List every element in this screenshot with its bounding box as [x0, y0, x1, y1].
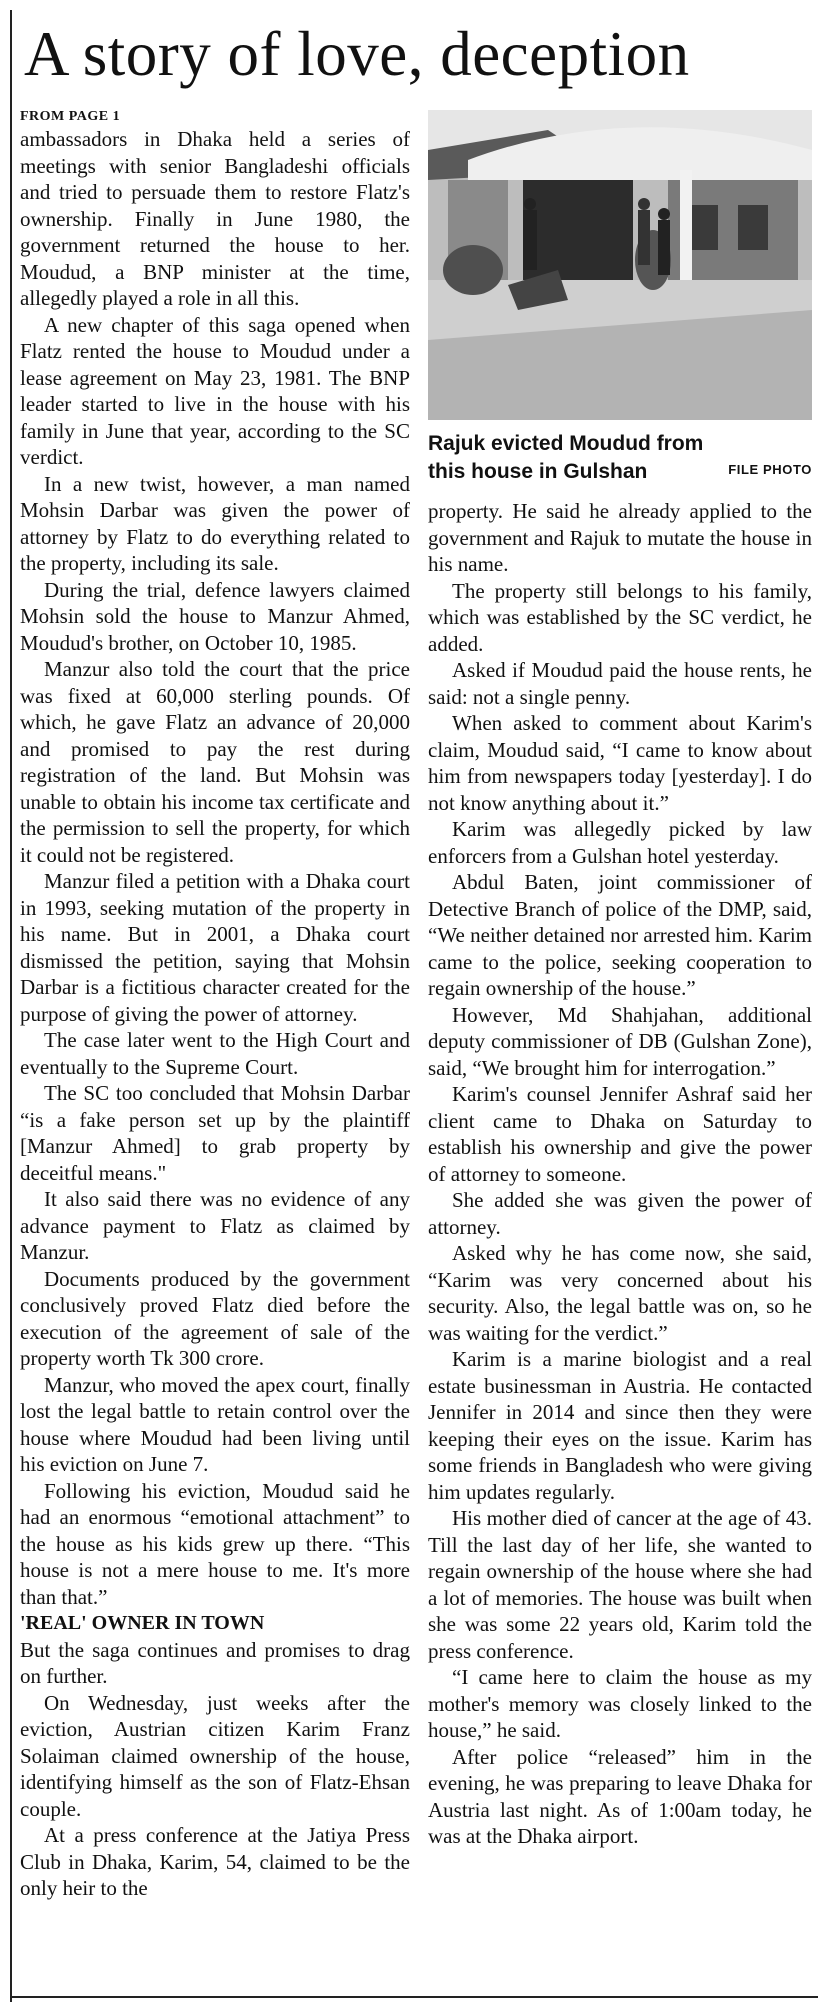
article-paragraph: Karim's counsel Jennifer Ashraf said her client came to Dhaka on Saturday to establish his ownership and give the power of attorney to someone.: [428, 1082, 812, 1186]
photo-credit: FILE PHOTO: [728, 462, 812, 477]
article-paragraph: But the saga continues and promises to drag on further.: [20, 1637, 410, 1688]
article-paragraph: Abdul Baten, joint commissioner of Detective Branch of police of the DMP, said, “We neither detained nor arrested him. Karim came to the police, seeking cooperation to regain ownership of the house.”: [428, 870, 812, 1000]
article-paragraph: After police “released” him in the evening, he was preparing to leave Dhaka for Austria last night. As of 1:00am today, he was at the Dhaka airport.: [428, 1744, 812, 1848]
article-paragraph: Documents produced by the government conclusively proved Flatz died before the execution of the agreement of sale of the property worth Tk 300 crore.: [20, 1266, 410, 1370]
article-paragraph: On Wednesday, just weeks after the eviction, Austrian citizen Karim Franz Solaiman claimed ownership of the house, identifying himself as the son of Flatz-Ehsan couple.: [20, 1690, 410, 1821]
kicker-from-page-1: FROM PAGE 1: [20, 109, 121, 124]
article-paragraph: Manzur, who moved the apex court, finally lost the legal battle to retain control over the house where Moudud had been living until his eviction on June 7.: [20, 1372, 410, 1476]
article-paragraph: Karim is a marine biologist and a real estate businessman in Austria. He contacted Jennifer in 2014 and since then they were keeping their eyes on the issue. Karim has some friends in Bangladesh who were giving him updates regularly.: [428, 1347, 812, 1504]
photo-caption-block: [428, 430, 812, 486]
article-column-2: [428, 498, 812, 1850]
article-paragraph: Manzur also told the court that the price was fixed at 60,000 sterling pounds. Of which, he gave Flatz an advance of 20,000 and promised to pay the rest during registration of the land. But Mohsin was unable to obtain his income tax certificate and the permission to sell the property, for which it could not be registered.: [20, 657, 410, 867]
left-column-rule: [10, 10, 12, 2002]
article-paragraph: ambassadors in Dhaka held a series of meetings with senior Bangladeshi officials and tried to persuade them to restore Flatz's ownership. Finally in June 1980, the government returned the house to her. Moudud, a BNP minister at the time, allegedly played a role in all this.: [20, 127, 410, 310]
article-paragraph: The SC too concluded that Mohsin Darbar “is a fake person set up by the plaintiff [Manzur Ahmed] to grab property by deceitful means.": [20, 1081, 410, 1185]
article-paragraph: During the trial, defence lawyers claimed Mohsin sold the house to Manzur Ahmed, Moudud's brother, on October 10, 1985.: [20, 577, 410, 655]
article-paragraph: A new chapter of this saga opened when Flatz rented the house to Moudud under a lease agreement on May 23, 1981. The BNP leader started to live in the house with his family in June that year, according to the SC verdict.: [20, 312, 410, 469]
article-paragraph: When asked to comment about Karim's claim, Moudud said, “I came to know about him from newspapers today [yesterday]. I do not know anything about it.”: [428, 711, 812, 815]
headline: A story of love, deception: [24, 19, 690, 89]
article-paragraph: However, Md Shahjahan, additional deputy commissioner of DB (Gulshan Zone), said, “We brought him for interrogation.”: [428, 1002, 812, 1080]
article-paragraph: Asked why he has come now, she said, “Karim was very concerned about his security. Also, the legal battle was on, so he was waiting for the verdict.”: [428, 1241, 812, 1345]
house-photo-illustration: [428, 110, 812, 420]
article-paragraph: “I came here to claim the house as my mother's memory was closely linked to the house,” he said.: [428, 1665, 812, 1742]
article-paragraph: She added she was given the power of attorney.: [428, 1188, 812, 1239]
bottom-rule: [10, 1996, 818, 1998]
article-photo: [428, 110, 812, 420]
article-paragraph: At a press conference at the Jatiya Press Club in Dhaka, Karim, 54, claimed to be the only heir to the: [20, 1823, 410, 1900]
article-paragraph: property. He said he already applied to the government and Rajuk to mutate the house in his name.: [428, 499, 812, 576]
article-paragraph: Manzur filed a petition with a Dhaka court in 1993, seeking mutation of the property in his name. But in 2001, a Dhaka court dismissed the petition, saying that Mohsin Darbar is a fictitious character created for the purpose of giving the power of attorney.: [20, 869, 410, 1026]
section-subhead: 'REAL' OWNER IN TOWN: [20, 1612, 265, 1634]
article-paragraph: The case later went to the High Court and eventually to the Supreme Court.: [20, 1028, 410, 1079]
article-paragraph: Following his eviction, Moudud said he had an enormous “emotional attachment” to the house as his kids grew up there. “This house is not a mere house to me. It's more than that.”: [20, 1478, 410, 1609]
article-paragraph: It also said there was no evidence of any advance payment to Flatz as claimed by Manzur.: [20, 1187, 410, 1264]
article-paragraph: Karim was allegedly picked by law enforcers from a Gulshan hotel yesterday.: [428, 817, 812, 868]
article-paragraph: His mother died of cancer at the age of 43. Till the last day of her life, she wanted to regain ownership of the house where she had a lot of memories. The house was built when she was some 22 years old, Karim told the press conference.: [428, 1506, 812, 1663]
article-column-1: [20, 108, 410, 1902]
article-paragraph: The property still belongs to his family, which was established by the SC verdict, he added.: [428, 578, 812, 656]
photo-caption: Rajuk evicted Moudud from this house in Gulshan: [428, 432, 704, 483]
article-paragraph: Asked if Moudud paid the house rents, he said: not a single penny.: [428, 658, 812, 709]
article-paragraph: In a new twist, however, a man named Mohsin Darbar was given the power of attorney by Flatz to do everything related to the property, including its sale.: [20, 471, 410, 575]
